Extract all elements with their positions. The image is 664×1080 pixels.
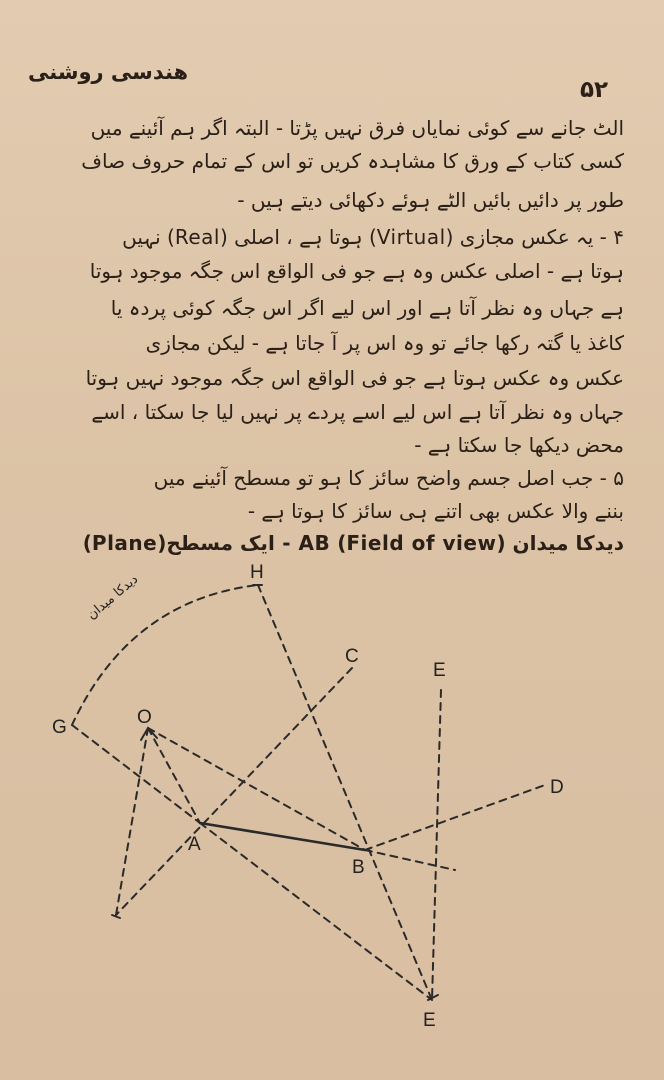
line-G-A — [72, 725, 200, 823]
label-E-top: E — [433, 660, 446, 681]
text-line: عکس وہ عکس ہوتا ہے جو فی الواقع اس جگہ موجود نہیں ہوتا — [85, 366, 624, 390]
label-O: O — [137, 707, 152, 728]
arc-label: دیدکا میدان — [84, 571, 142, 623]
arrow-O — [141, 728, 157, 740]
label-B: B — [352, 857, 365, 878]
line-C-A — [116, 668, 352, 915]
text-line: کاغذ یا گتہ رکھا جائے تو وہ اس پر آ جاتا ہے - لیکن مجازی — [145, 331, 624, 355]
text-line: ہوتا ہے - اصلی عکس وہ ہے جو فی الواقع اس جگہ موجود ہوتا — [89, 259, 624, 283]
page-number: ۵۲ — [580, 77, 609, 103]
label-H: H — [250, 562, 264, 583]
label-C: C — [345, 646, 359, 667]
running-title: هندسی روشنی — [28, 60, 189, 84]
label-G: G — [52, 717, 67, 738]
text-line: کسی کتاب کے ورق کا مشاہدہ کریں تو اس کے تمام حروف صاف — [81, 149, 624, 173]
line-A-E — [200, 823, 432, 1000]
label-D: D — [550, 777, 564, 798]
line-E-E — [432, 690, 441, 1000]
line-B-ext — [365, 850, 455, 870]
text-line: ۵ - جب اصل جسم واضح سائز کا ہو تو مسطح آئینے میں — [153, 466, 624, 490]
text-line: الٹ جانے سے کوئی نمایاں فرق نہیں پڑتا - البتہ اگر ہم آئینے میں — [90, 116, 624, 140]
text-line: طور پر دائیں بائیں الٹے ہوئے دکھائی دیتے ہیں - — [237, 188, 624, 212]
line-B-D — [365, 785, 545, 850]
text-line: ہے جہاں وہ نظر آتا ہے اور اس لیے اگر اس جگہ کوئی پردہ یا — [110, 296, 624, 320]
text-line: محض دیکھا جا سکتا ہے - — [414, 433, 624, 457]
tick-left — [112, 915, 120, 918]
label-A: A — [188, 834, 201, 855]
text-line: بننے والا عکس بھی اتنے ہی سائز کا ہوتا ہے - — [247, 499, 624, 523]
label-E-bottom: E — [423, 1010, 436, 1031]
text-line: ۴ - یہ عکس مجازی (Virtual) ہوتا ہے ، اصلی (Real) نہیں — [122, 225, 624, 249]
figure-caption: دیدکا میدان (Field of view) AB - ایک مسطح(Plane) — [82, 531, 624, 555]
text-line: جہاں وہ نظر آتا ہے اس لیے اسے پردے پر نہیں لیا جا سکتا ، اسے — [91, 400, 624, 424]
